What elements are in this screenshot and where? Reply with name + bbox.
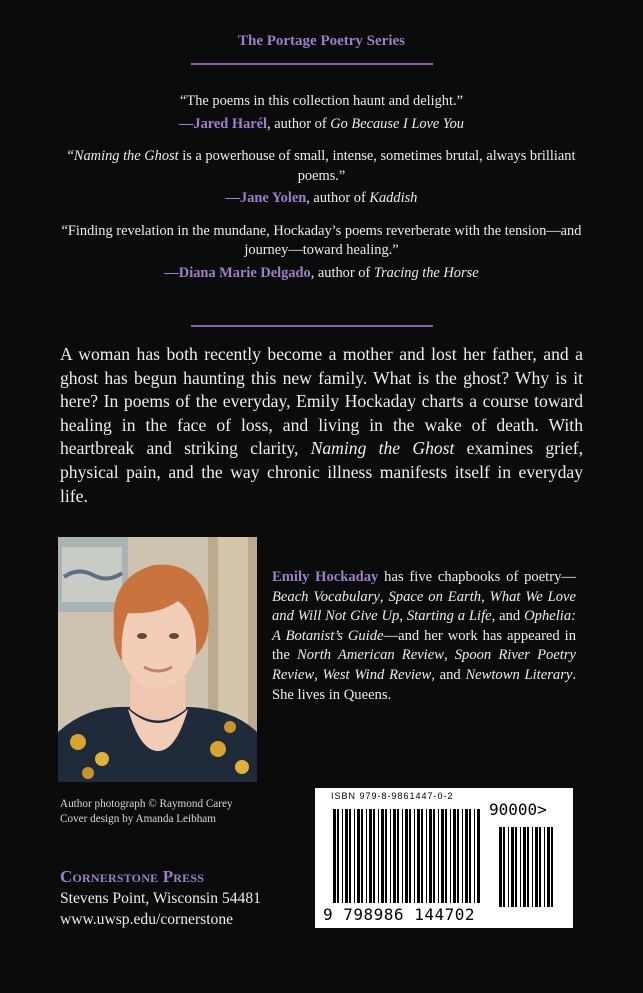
barcode-bar: [503, 827, 505, 907]
barcode-bar: [405, 809, 408, 903]
blurb-book: Go Because I Love You: [330, 115, 464, 132]
barcode-bar: [409, 809, 411, 903]
barcode-bar: [417, 809, 420, 903]
publisher-url: www.uwsp.edu/cornerstone: [60, 911, 234, 928]
barcode-bar: [342, 809, 343, 903]
barcode-bar: [445, 809, 447, 903]
blurb-attribution: —Jared Harél, author of Go Because I Love You: [179, 115, 464, 132]
photo-credit: Author photograph © Raymond Carey: [60, 798, 233, 810]
credits: [60, 797, 233, 827]
barcode-bar: [547, 827, 550, 907]
bottom-divider: [191, 325, 433, 327]
barcode-bar: [333, 809, 336, 903]
price-code: 90000>: [489, 800, 547, 819]
barcode-bar: [515, 827, 517, 907]
blurb-author: —Jared Harél: [179, 115, 268, 132]
barcode-bar: [402, 809, 403, 903]
barcode-bar: [433, 809, 435, 903]
barcode-bar: [499, 827, 502, 907]
barcode-bar: [508, 827, 509, 907]
barcode-bar: [462, 809, 463, 903]
barcode-bar: [349, 809, 351, 903]
barcode-bar: [357, 809, 360, 903]
publisher-name: Cornerstone Press: [60, 867, 205, 886]
barcode-bar: [477, 809, 480, 903]
blurb-attribution: —Diana Marie Delgado, author of Tracing the Horse: [164, 264, 479, 281]
blurb-2: [50, 147, 593, 209]
barcode-bar: [337, 809, 339, 903]
author-bio: Emily Hockaday has five chapbooks of poetry—Beach Vocabulary, Space on Earth, What We Love and Will Not Give Up, Starting a Life, and Ophelia: A Botanist’s Guide—and her work has appeared in the North American Review, Spoon River Poetry Review, West Wind Review, and Newtown Literary. She lives in Queens.: [272, 569, 577, 703]
barcode-bar: [511, 827, 514, 907]
barcode-bar: [426, 809, 427, 903]
barcode-bar: [474, 809, 475, 903]
barcode-bar: [539, 827, 541, 907]
blurb-quote: “Naming the Ghost is a powerhouse of small, intense, sometimes brutal, always brilliant poems.”: [67, 148, 576, 184]
blurbs-section: [50, 92, 593, 296]
blurb-attribution: —Jane Yolen, author of Kaddish: [225, 190, 418, 206]
book-description: A woman has both recently become a mother and lost her father, and a ghost has begun haunting this new family. What is the ghost? Why is it here? In poems of the everyday, Emily Hockaday charts a course toward healing in the face of loss, and living in the wake of death. With heartbreak and striking clarity, Naming the Ghost examines grief, physical pain, and the way chronic illness manifests itself in everyday life.: [60, 344, 583, 506]
barcode-bar: [354, 809, 355, 903]
blurb-1: [50, 92, 593, 134]
barcode-bar: [441, 809, 444, 903]
barcode-bar: [535, 827, 538, 907]
barcode-bar: [457, 809, 459, 903]
barcode-bar: [385, 809, 387, 903]
barcode-bar: [361, 809, 363, 903]
cover-credit: Cover design by Amanda Leibham: [60, 813, 216, 825]
barcode-bar: [369, 809, 372, 903]
publisher-address: Stevens Point, Wisconsin 54481: [60, 889, 261, 907]
blurb-quote: “The poems in this collection haunt and delight.”: [180, 93, 463, 109]
isbn-barcode: [315, 788, 573, 928]
top-divider: [191, 63, 433, 65]
barcode-bar: [450, 809, 451, 903]
barcode-bar: [397, 809, 399, 903]
barcode-bar: [421, 809, 423, 903]
barcode-bar: [551, 827, 553, 907]
barcode-bar: [523, 827, 526, 907]
isbn-digits: 9 798986 144702: [323, 905, 475, 924]
series-title: The Portage Poetry Series: [237, 33, 406, 49]
blurb-book: Tracing the Horse: [373, 264, 479, 281]
author-name: Emily Hockaday: [272, 569, 379, 585]
author-portrait-image: [58, 537, 257, 782]
barcode-bar: [366, 809, 367, 903]
barcode-bar: [544, 827, 545, 907]
author-photo: [58, 537, 257, 782]
barcode-bars: [329, 805, 559, 907]
publisher-info: [60, 866, 261, 931]
barcode-bar: [469, 809, 471, 903]
book-title: Naming the Ghost: [310, 438, 455, 459]
blurb-book: Kaddish: [369, 190, 418, 206]
blurb-author: —Diana Marie Delgado: [164, 264, 311, 281]
barcode-bar: [520, 827, 521, 907]
barcode-bar: [414, 809, 415, 903]
barcode-bar: [438, 809, 439, 903]
blurb-3: [50, 222, 593, 284]
barcode-bar: [381, 809, 384, 903]
barcode-bar: [429, 809, 432, 903]
isbn-label: ISBN 979-8-9861447-0-2: [331, 791, 454, 801]
barcode-bar: [393, 809, 396, 903]
barcode-bar: [373, 809, 375, 903]
barcode-bar: [527, 827, 529, 907]
barcode-bar: [390, 809, 391, 903]
barcode-bar: [465, 809, 468, 903]
barcode-bar: [532, 827, 533, 907]
barcode-bar: [453, 809, 456, 903]
blurb-author: —Jane Yolen: [225, 190, 307, 206]
blurb-quote: “Finding revelation in the mundane, Hockaday’s poems reverberate with the tension—and journey—toward healing.”: [61, 222, 582, 258]
barcode-bar: [345, 809, 348, 903]
barcode-bar: [378, 809, 379, 903]
